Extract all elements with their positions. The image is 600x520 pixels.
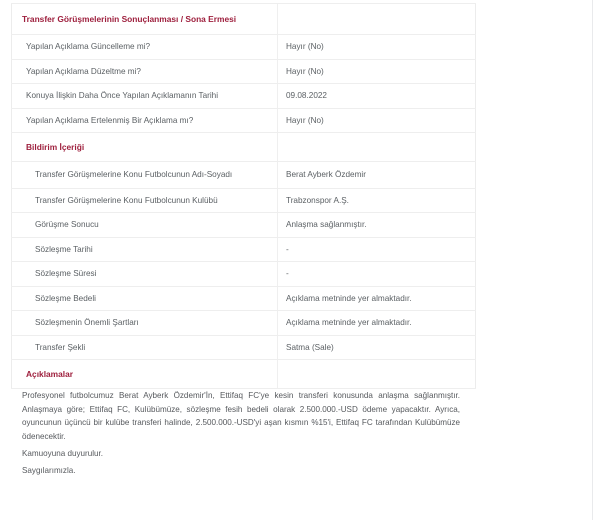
table-row [12,108,476,133]
explanation-body [22,389,460,481]
row-label-cell [12,35,278,60]
row-value: - [286,244,289,254]
row-value-cell [278,237,476,262]
disclosure-table [11,3,476,389]
table-row [12,335,476,360]
closing-line-regards: Saygılarımızla. [22,465,76,475]
row-label: Transfer Şekli [35,342,86,352]
row-value-cell [278,286,476,311]
closing-line-announcement: Kamuoyuna duyurulur. [22,449,103,459]
row-value: Açıklama metninde yer almaktadır. [286,318,412,327]
table-row [12,237,476,262]
row-label: Transfer Görüşmelerine Konu Futbolcunun Adı-Soyadı [35,170,233,179]
section-title-transfer-result: Transfer Görüşmelerinin Sonuçlanması / Sona Ermesi [22,14,237,24]
row-label: Sözleşmenin Önemli Şartları [35,318,139,327]
row-value-cell [278,162,476,189]
section-title-value [278,368,475,380]
row-label: Transfer Görüşmelerine Konu Futbolcunun Kulübü [35,195,218,205]
row-label-cell [12,108,278,133]
row-value: Hayır (No) [286,66,324,76]
row-label-cell [12,286,278,311]
row-value: Açıklama metninde yer almaktadır. [286,293,412,303]
table-row [12,311,476,336]
row-value: Satma (Sale) [286,342,334,352]
row-value: Trabzonspor A.Ş. [286,195,349,205]
row-label: Sözleşme Tarihi [35,244,93,254]
section-title-value [278,141,475,153]
row-value: Hayır (No) [286,42,324,51]
disclosure-table-body [12,4,476,389]
row-value: 09.08.2022 [286,91,327,100]
explanation-paragraph: Profesyonel futbolcumuz Berat Ayberk Özdemir'İn, Ettifaq FC'ye kesin transferi konusunda anlaşma sağlanmıştır. Anlaşmaya göre; Ettifaq FC, Kulübümüze, sözleşme fesih bedeli olarak 2.500.000.-USD ödeme yapacaktır. Ayrıca, oyuncunun üçüncü bir kulübe transferi halinde, 2.500.000.-USD'yi aşan kısmın %15'i, Ettifaq FC tarafından Kulübümüze ödenecektir. [22,391,460,441]
row-label: Yapılan Açıklama Düzeltme mi? [26,66,141,76]
row-value: Anlaşma sağlanmıştır. [286,220,367,229]
table-row [12,84,476,109]
table-row [12,188,476,213]
row-label: Sözleşme Bedeli [35,293,96,303]
section-heading-cell [12,4,278,35]
section-heading-value-cell [278,4,476,35]
row-value-cell [278,262,476,287]
row-label: Konuya İlişkin Daha Önce Yapılan Açıklamanın Tarihi [26,91,219,100]
table-row [12,262,476,287]
row-value: Berat Ayberk Özdemir [286,170,366,179]
row-label-cell [12,237,278,262]
table-section-header-row [12,360,476,389]
row-label-cell [12,262,278,287]
section-title-value [278,13,475,25]
section-title-notification-content: Bildirim İçeriği [26,142,85,152]
row-value: - [286,269,289,278]
row-label: Yapılan Açıklama Ertelenmiş Bir Açıklama mı? [26,115,194,125]
row-label-cell [12,188,278,213]
row-value-cell [278,311,476,336]
section-heading-cell [12,133,278,162]
section-heading-cell [12,360,278,389]
table-row [12,162,476,189]
row-label-cell [12,162,278,189]
section-title-explanations: Açıklamalar [26,369,74,379]
row-label-cell [12,311,278,336]
table-row [12,213,476,238]
row-value-cell [278,108,476,133]
row-value-cell [278,59,476,84]
row-label: Sözleşme Süresi [35,269,97,278]
row-label-cell [12,84,278,109]
table-row [12,59,476,84]
section-heading-value-cell [278,360,476,389]
row-value-cell [278,335,476,360]
row-label: Yapılan Açıklama Güncelleme mi? [26,42,151,51]
row-value: Hayır (No) [286,115,324,125]
table-row [12,286,476,311]
row-label: Görüşme Sonucu [35,220,99,229]
row-value-cell [278,213,476,238]
row-value-cell [278,35,476,60]
table-section-header-row [12,4,476,35]
section-heading-value-cell [278,133,476,162]
table-section-header-row [12,133,476,162]
page-right-rule [592,0,593,520]
row-value-cell [278,84,476,109]
row-label-cell [12,59,278,84]
row-label-cell [12,213,278,238]
row-value-cell [278,188,476,213]
row-label-cell [12,335,278,360]
table-row [12,35,476,60]
